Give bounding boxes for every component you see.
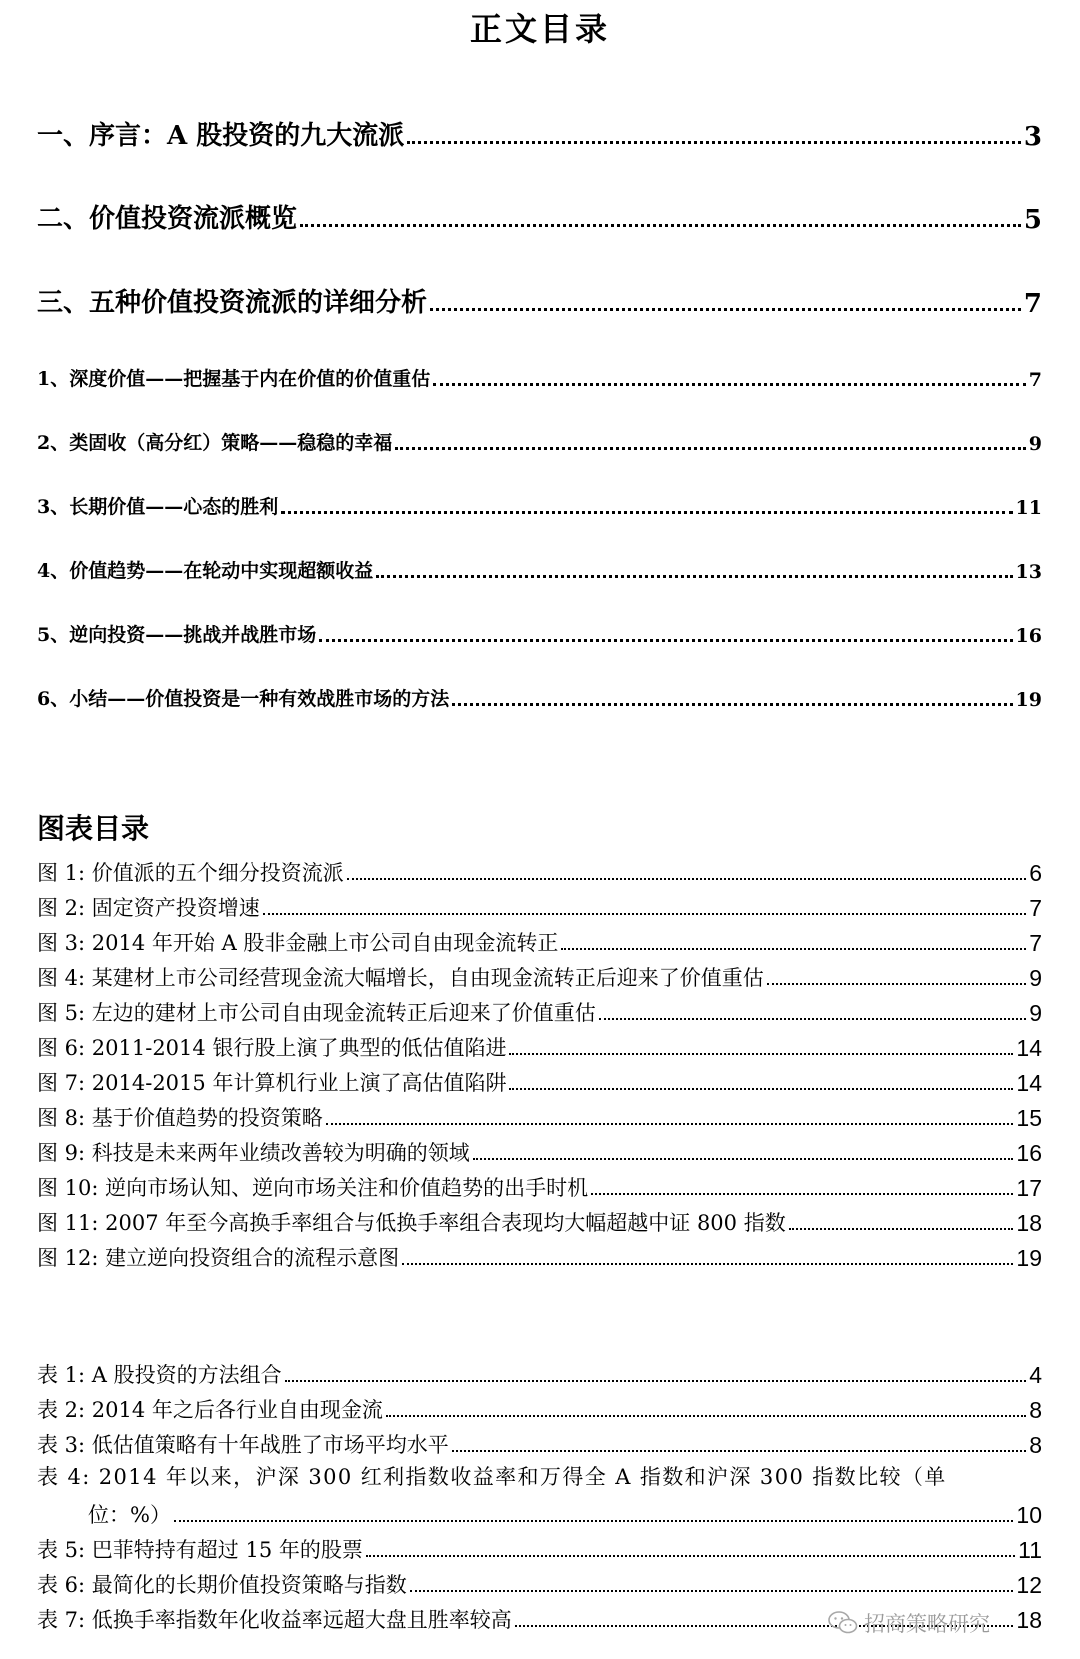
figure-entry[interactable]	[37, 1168, 1042, 1202]
dot-leader	[433, 383, 1026, 386]
table-label-line2: 位：%）	[88, 1503, 171, 1527]
figure-page-number: 19	[1016, 1245, 1042, 1271]
table-page-number: 18	[1016, 1607, 1042, 1633]
table-page-number: 4	[1029, 1362, 1042, 1388]
toc-subentry[interactable]	[37, 556, 1042, 583]
toc-label: 二、价值投资流派概览	[37, 204, 298, 234]
figure-entry[interactable]	[37, 958, 1042, 992]
table-page-number: 11	[1018, 1537, 1042, 1563]
figure-entry[interactable]	[37, 1098, 1042, 1132]
dot-leader	[452, 1450, 1026, 1452]
toc-page-number: 16	[1015, 625, 1042, 647]
dot-leader	[410, 1590, 1014, 1592]
toc-entry[interactable]	[37, 115, 1042, 152]
figure-page-number: 7	[1029, 930, 1042, 956]
toc-page-number: 7	[1023, 289, 1042, 319]
figure-entry[interactable]	[37, 1238, 1042, 1272]
toc-page-number: 11	[1015, 497, 1042, 519]
figure-label: 图 2: 固定资产投资增速	[37, 896, 260, 920]
toc-entry[interactable]	[37, 282, 1042, 319]
figure-label: 图 4: 某建材上市公司经营现金流大幅增长，自由现金流转正后迎来了价值重估	[37, 966, 764, 990]
dot-leader	[281, 511, 1012, 514]
figure-page-number: 14	[1016, 1070, 1042, 1096]
figure-entry[interactable]	[37, 1203, 1042, 1237]
dot-leader	[561, 948, 1026, 950]
dot-leader	[599, 1018, 1026, 1020]
table-entry[interactable]	[37, 1355, 1042, 1389]
toc-label: 2、类固收（高分红）策略——稳稳的幸福	[37, 432, 393, 454]
figure-label: 图 10: 逆向市场认知、逆向市场关注和价值趋势的出手时机	[37, 1176, 589, 1200]
table-label-line1[interactable]: 表 4: 2014 年以来，沪深 300 红利指数收益率和万得全 A 指数和沪深 300 指数比较（单	[37, 1465, 947, 1489]
dot-leader	[263, 913, 1026, 915]
toc-subentry[interactable]	[37, 428, 1042, 455]
wechat-icon	[828, 1610, 858, 1636]
toc-label: 1、深度价值——把握基于内在价值的价值重估	[37, 368, 431, 390]
watermark	[828, 1608, 990, 1638]
table-label: 表 1: A 股投资的方法组合	[37, 1363, 282, 1387]
toc-page-number: 9	[1028, 433, 1042, 455]
figure-label: 图 11: 2007 年至今高换手率组合与低换手率组合表现均大幅超越中证 800 指数	[37, 1211, 786, 1235]
toc-subentry[interactable]	[37, 620, 1042, 647]
table-entry[interactable]	[37, 1390, 1042, 1424]
toc-label: 三、五种价值投资流派的详细分析	[37, 288, 428, 318]
dot-leader	[452, 703, 1012, 706]
figures-heading: 图表目录	[37, 813, 150, 844]
figure-entry[interactable]	[37, 853, 1042, 887]
toc-page-number: 13	[1015, 561, 1042, 583]
dot-leader	[789, 1228, 1014, 1230]
figure-page-number: 17	[1016, 1175, 1042, 1201]
figure-entry[interactable]	[37, 993, 1042, 1027]
figure-label: 图 9: 科技是未来两年业绩改善较为明确的领域	[37, 1141, 470, 1165]
toc-subentry[interactable]	[37, 364, 1042, 391]
dot-leader	[386, 1415, 1026, 1417]
figure-entry[interactable]	[37, 1063, 1042, 1097]
table-label: 表 2: 2014 年之后各行业自由现金流	[37, 1398, 383, 1422]
figure-page-number: 18	[1016, 1210, 1042, 1236]
toc-label: 3、长期价值——心态的胜利	[37, 496, 279, 518]
toc-label: 6、小结——价值投资是一种有效战胜市场的方法	[37, 688, 450, 710]
watermark-text: 招商策略研究	[864, 1612, 990, 1636]
figure-page-number: 16	[1016, 1140, 1042, 1166]
figure-label: 图 1: 价值派的五个细分投资流派	[37, 861, 344, 885]
dot-leader	[326, 1123, 1014, 1125]
dot-leader	[591, 1193, 1013, 1195]
figure-page-number: 15	[1016, 1105, 1042, 1131]
table-entry[interactable]	[37, 1565, 1042, 1599]
figure-entry[interactable]	[37, 1028, 1042, 1062]
figure-page-number: 9	[1029, 965, 1042, 991]
dot-leader	[174, 1520, 1013, 1522]
dot-leader	[376, 575, 1012, 578]
table-page-number: 8	[1029, 1397, 1042, 1423]
figure-page-number: 6	[1029, 860, 1042, 886]
figure-label: 图 12: 建立逆向投资组合的流程示意图	[37, 1246, 400, 1270]
figure-entry[interactable]	[37, 1133, 1042, 1167]
table-entry[interactable]	[37, 1530, 1042, 1564]
table-label: 表 6: 最简化的长期价值投资策略与指数	[37, 1573, 407, 1597]
toc-label: 一、序言：A 股投资的九大流派	[37, 121, 405, 151]
dot-leader	[402, 1263, 1013, 1265]
table-label: 表 7: 低换手率指数年化收益率远超大盘且胜率较高	[37, 1608, 512, 1632]
dot-leader	[366, 1555, 1015, 1557]
dot-leader	[473, 1158, 1014, 1160]
dot-leader	[300, 224, 1021, 227]
toc-subentry[interactable]	[37, 684, 1042, 711]
figure-entry[interactable]	[37, 923, 1042, 957]
toc-label: 4、价值趋势——在轮动中实现超额收益	[37, 560, 374, 582]
dot-leader	[285, 1380, 1027, 1382]
table-label: 表 3: 低估值策略有十年战胜了市场平均水平	[37, 1433, 449, 1457]
table-page-number: 8	[1029, 1432, 1042, 1458]
dot-leader	[509, 1088, 1013, 1090]
toc-entry[interactable]	[37, 198, 1042, 235]
figure-page-number: 7	[1029, 895, 1042, 921]
dot-leader	[407, 141, 1021, 144]
toc-label: 5、逆向投资——挑战并战胜市场	[37, 624, 317, 646]
toc-page-number: 19	[1015, 689, 1042, 711]
figure-label: 图 8: 基于价值趋势的投资策略	[37, 1106, 323, 1130]
table-page-number: 10	[1016, 1502, 1042, 1528]
toc-page-number: 7	[1028, 369, 1042, 391]
toc-page-number: 5	[1023, 205, 1042, 235]
figure-label: 图 7: 2014-2015 年计算机行业上演了高估值陷阱	[37, 1071, 507, 1095]
dot-leader	[347, 878, 1026, 880]
figure-label: 图 3: 2014 年开始 A 股非金融上市公司自由现金流转正	[37, 931, 559, 955]
figure-page-number: 14	[1016, 1035, 1042, 1061]
figure-page-number: 9	[1029, 1000, 1042, 1026]
table-page-number: 12	[1016, 1572, 1042, 1598]
table-entry[interactable]	[37, 1425, 1042, 1459]
dot-leader	[395, 447, 1026, 450]
toc-page-number: 3	[1023, 122, 1042, 152]
dot-leader	[430, 308, 1021, 311]
figure-label: 图 6: 2011-2014 银行股上演了典型的低估值陷进	[37, 1036, 507, 1060]
dot-leader	[509, 1053, 1013, 1055]
table-label: 表 5: 巴菲特持有超过 15 年的股票	[37, 1538, 363, 1562]
table-entry[interactable]	[88, 1495, 1042, 1529]
figure-label: 图 5: 左边的建材上市公司自由现金流转正后迎来了价值重估	[37, 1001, 596, 1025]
dot-leader	[767, 983, 1026, 985]
figure-entry[interactable]	[37, 888, 1042, 922]
toc-subentry[interactable]	[37, 492, 1042, 519]
page-title: 正文目录	[469, 10, 610, 48]
dot-leader	[319, 639, 1012, 642]
